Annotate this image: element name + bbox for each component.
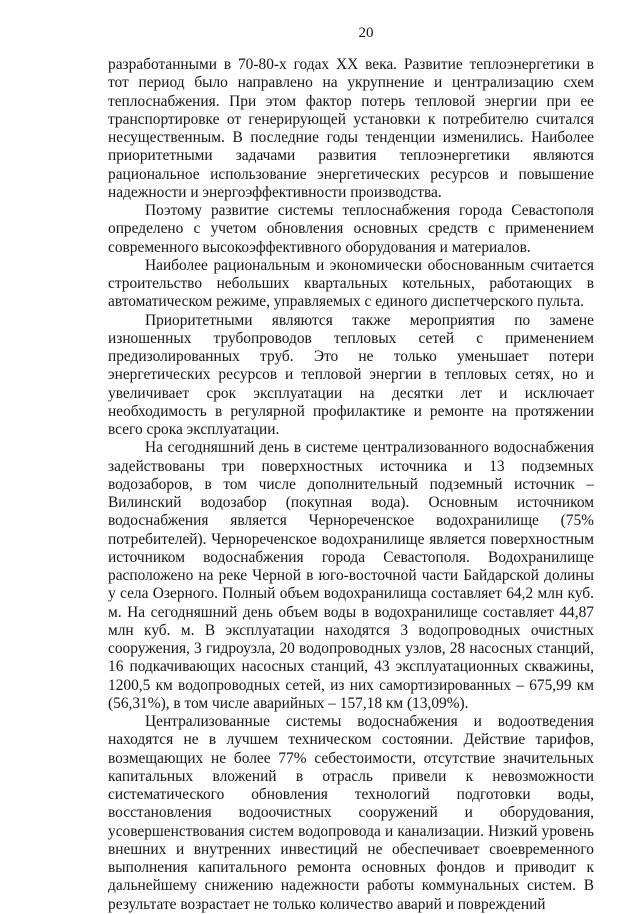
paragraph-boiler-houses: Наиболее рациональным и экономически обоснованным считается строительство небольших квартальных котельных, работающих в автоматическом режиме, управляемых с единого диспетчерского пульта.	[108, 256, 594, 311]
paragraph-water-supply-sources: На сегодняшний день в системе централизованного водоснабжения задействованы три поверхностных источника и 13 подземных водозаборов, в том числе дополнительный подземный источник – Вилинский водозабор (покупная вода). Основным источником водоснабжения является Чернореченское водохранилище (75% потребителей). Чернореченское водохранилище является поверхностным источником водоснабжения города Севастополя. Водохранилище расположено на реке Черной в юго-восточной части Байдарской долины у села Озерного. Полный объем водохранилища составляет 64,2 млн куб. м. На сегодняшний день объем воды в водохранилище составляет 44,87 млн куб. м. В эксплуатации находятся 3 водопроводных очистных сооружения, 3 гидроузла, 20 водопроводных узлов, 28 насосных станций, 16 подкачивающих насосных станций, 43 эксплуатационных скважины, 1200,5 км водопроводных сетей, из них самортизированных – 675,99 км (56,31%), в том числе аварийных – 157,18 км (13,09%).	[108, 439, 594, 712]
paragraph-pipeline-replacement: Приоритетными являются также мероприятия по замене изношенных трубопроводов тепловых сетей с применением предизолированных труб. Это не только уменьшает потери энергетических ресурсов и тепловой энергии в тепловых сетях, но и увеличивает срок эксплуатации на десятки лет и исключает необходимость в регулярной профилактике и ремонте на протяжении всего срока эксплуатации.	[108, 311, 594, 438]
paragraph-water-systems-condition: Централизованные системы водоснабжения и водоотведения находятся не в лучшем техническом состоянии. Действие тарифов, возмещающих не более 77% себестоимости, отсутствие значительных капитальных вложений в отрасль привели к невозможности систематического обновления технологий подготовки воды, восстановления водоочистных сооружений и оборудования, усовершенствования систем водопровода и канализации. Низкий уровень внешних и внутренних инвестиций не обеспечивает своевременного выполнения капитального ремонта основных фондов и приводит к дальнейшему снижению надежности работы коммунальных систем. В результате возрастает не только количество аварий и повреждений	[108, 713, 594, 913]
paragraph-heat-supply-sevastopol: Поэтому развитие системы теплоснабжения города Севастополя определено с учетом обновления основных средств с применением современного высокоэффективного оборудования и материалов.	[108, 202, 594, 256]
page-number: 20	[358, 25, 374, 41]
paragraph-heat-development: разработанными в 70-80-х годах XX века. Развитие теплоэнергетики в тот период было направлено на укрупнение и централизацию схем теплоснабжения. При этом фактор потерь тепловой энергии при ее транспортировке от генерирующей установки к потребителю считался несущественным. В последние годы тенденции изменились. Наиболее приоритетными задачами развития теплоэнергетики являются рациональное использование энергетических ресурсов и повышение надежности и энергоэффективности производства.	[108, 56, 594, 201]
